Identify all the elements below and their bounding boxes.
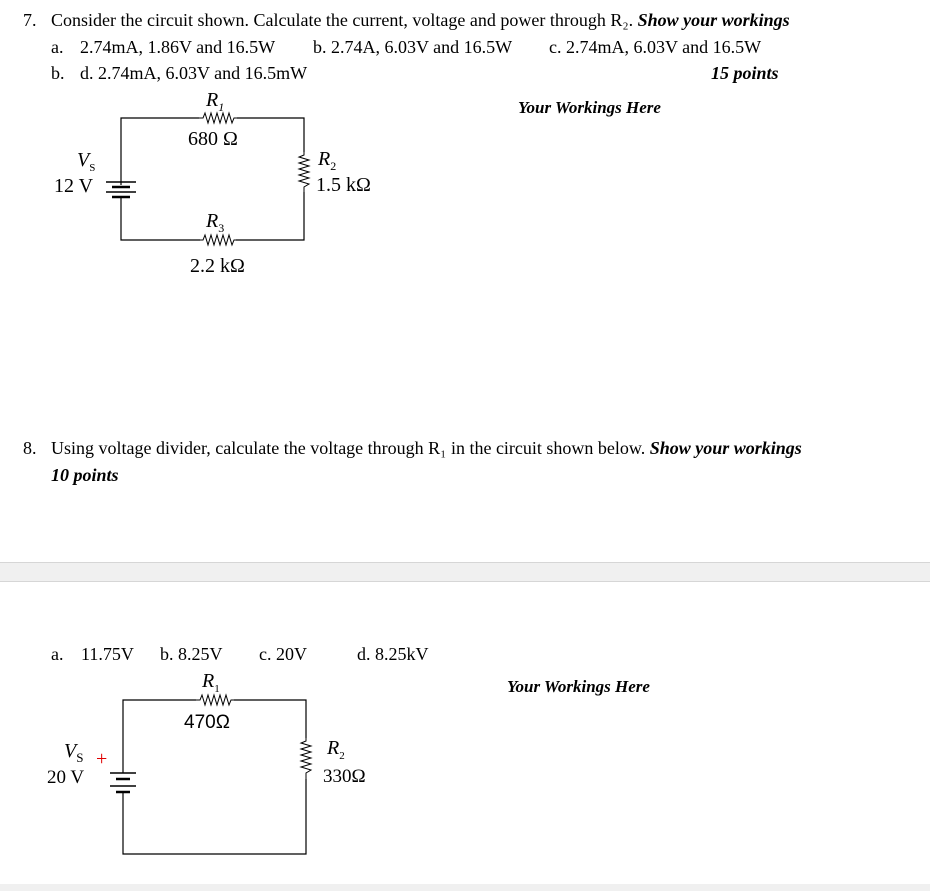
- q8-workings-label: Your Workings Here: [507, 677, 650, 696]
- q7-r1-value: 680 Ω: [188, 128, 238, 150]
- q8-battery-icon: [110, 773, 136, 800]
- q8-option-d: d. 8.25kV: [357, 644, 429, 664]
- q7-points: 15 points: [711, 63, 779, 83]
- q7-r1-label: $R_1$: [206, 89, 225, 114]
- q8-option-c: c. 20V: [259, 644, 307, 664]
- q8-r1-resistor-icon: [196, 695, 234, 705]
- q7-option-b: b. 2.74A, 6.03V and 16.5W: [313, 37, 513, 57]
- q7-r2-value: 1.5 kΩ: [316, 174, 371, 196]
- q8-number: 8.: [23, 438, 37, 458]
- q8-question-text: Using voltage divider, calculate the voltage through R₁ in the circuit shown below.: [51, 438, 646, 458]
- q7-option-c: c. 2.74mA, 6.03V and 16.5W: [549, 37, 762, 57]
- q8-r2-resistor-icon: [301, 738, 311, 779]
- q7-number: 7.: [23, 10, 37, 30]
- q8-wire-bottom: [123, 779, 306, 854]
- q8-r2-label: $R_2$: [327, 737, 345, 762]
- q8-points: 10 points: [51, 465, 119, 485]
- q7-r3-value: 2.2 kΩ: [190, 255, 245, 277]
- q7-vs-value: 12 V: [54, 175, 94, 197]
- q8-emphasis: Show your workings: [649, 438, 802, 458]
- q8-option-a: 11.75V: [81, 644, 134, 664]
- q8-option-b: b. 8.25V: [160, 644, 223, 664]
- q8-vs-value: 20 V: [47, 767, 85, 788]
- q8-r1-value: 470Ω: [184, 712, 230, 733]
- q7-option-a: 2.74mA, 1.86V and 16.5W: [80, 37, 276, 57]
- q7-r2-label: $R_2$: [318, 148, 337, 173]
- q7-workings-label: Your Workings Here: [518, 98, 661, 117]
- q7-vs-label: $V_S$: [77, 149, 96, 174]
- q7-r3-label: $R_3$: [206, 210, 225, 235]
- q7-option-b-letter: b.: [51, 63, 65, 83]
- bottom-page-edge: [0, 884, 930, 891]
- q8-r1-label: $R_1$: [202, 670, 220, 695]
- q7-option-a-letter: a.: [51, 37, 64, 57]
- q8-r2-value: 330Ω: [323, 766, 366, 787]
- q8-option-a-letter: a.: [51, 644, 64, 664]
- q7-option-d: d. 2.74mA, 6.03V and 16.5mW: [80, 63, 308, 83]
- q7-question-text: Consider the circuit shown. Calculate the current, voltage and power through R₂.: [51, 10, 634, 30]
- q7-emphasis: Show your workings: [637, 10, 790, 30]
- q8-vs-plus: +: [96, 748, 108, 770]
- q8-vs-label: $V_S$: [64, 740, 84, 765]
- q8-wire-top-right: [234, 700, 306, 738]
- q8-wire-top-left: [123, 700, 196, 773]
